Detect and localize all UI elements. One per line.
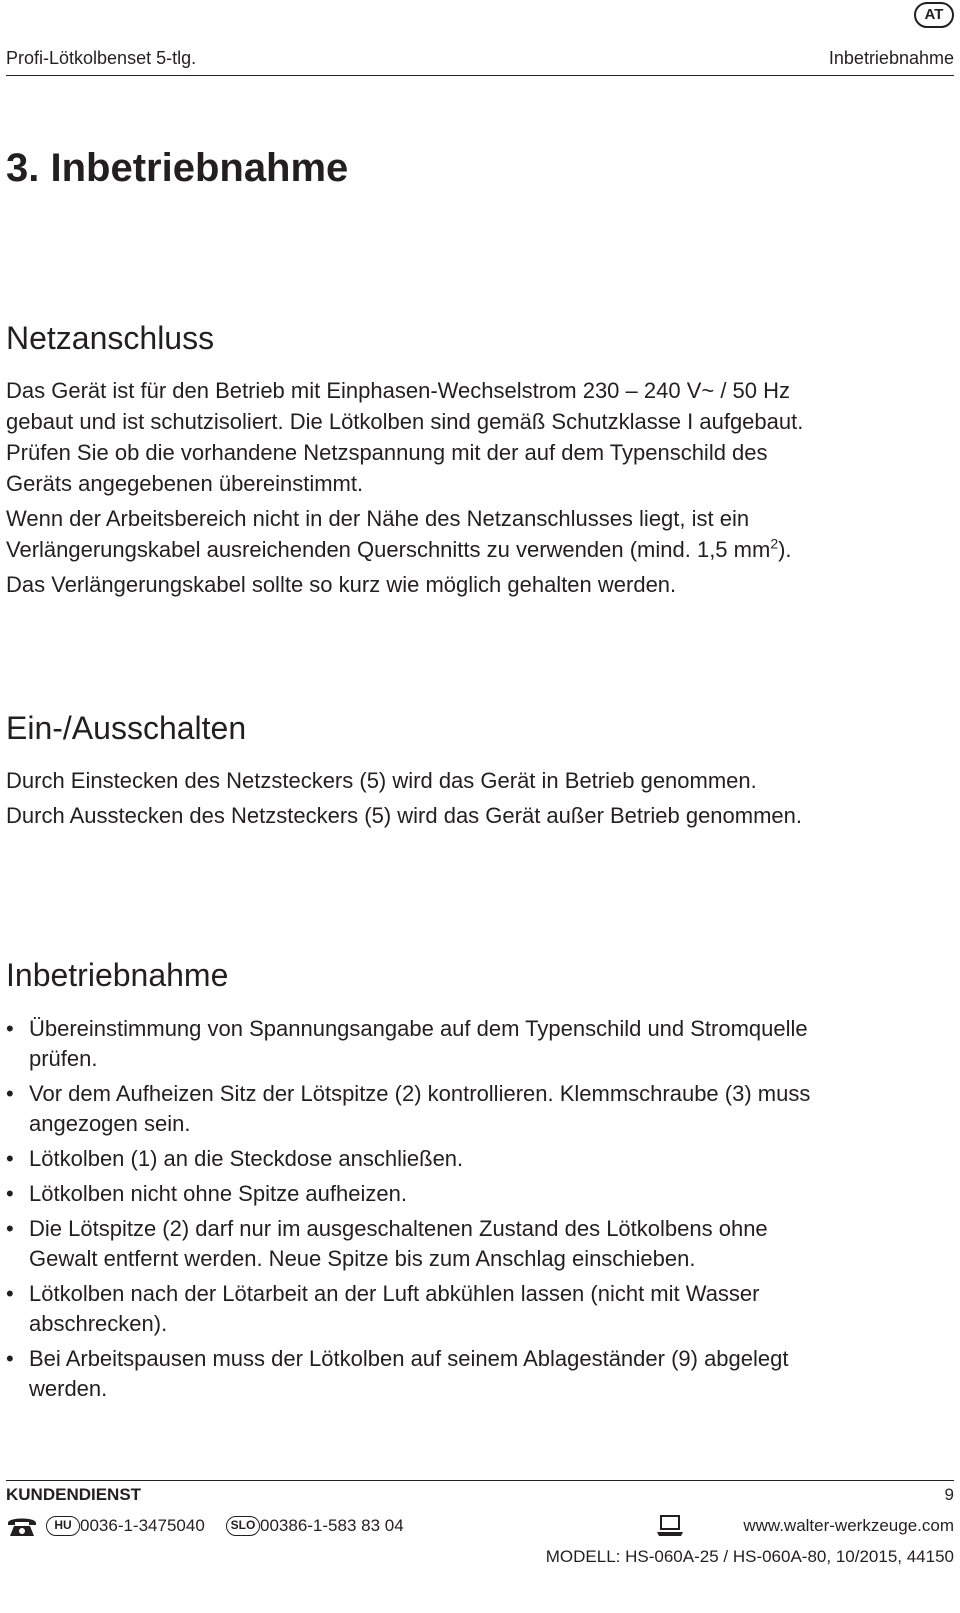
bullet-marker: • [6, 1281, 14, 1306]
section-heading-netzanschluss: Netzanschluss [6, 320, 215, 356]
section-heading-inbetriebnahme: Inbetriebnahme [6, 957, 229, 993]
bullet-marker: • [6, 1081, 14, 1106]
bullet-marker: • [6, 1346, 14, 1371]
bullet-marker: • [6, 1216, 14, 1241]
text-line: Durch Einstecken des Netzsteckers (5) wird das Gerät in Betrieb genommen. [6, 768, 757, 793]
text-line: Wenn der Arbeitsbereich nicht in der Nähe des Netzanschlusses liegt, ist ein [6, 506, 750, 531]
footer-divider [6, 1480, 954, 1481]
slo-badge: SLO [226, 1516, 260, 1536]
bullet-marker: • [6, 1016, 14, 1041]
list-item [6, 1144, 951, 1174]
model-info: MODELL: HS-060A-25 / HS-060A-80, 10/2015, 44150 [545, 1547, 954, 1566]
list-item-text: Übereinstimmung von Spannungsangabe auf dem Typenschild und Stromquelle [29, 1016, 808, 1041]
bullet-list [6, 1014, 951, 1409]
list-item [6, 1344, 951, 1404]
header-product-title: Profi-Lötkolbenset 5-tlg. [6, 48, 197, 68]
text-run: Verlängerungskabel ausreichenden Querschnitts zu verwenden (mind. 1,5 mm [6, 537, 771, 562]
text-line: Durch Ausstecken des Netzsteckers (5) wird das Gerät außer Betrieb genommen. [6, 803, 803, 828]
text-line: Prüfen Sie ob die vorhandene Netzspannung mit der auf dem Typenschild des [6, 440, 768, 465]
superscript: 2 [770, 535, 779, 552]
slo-phone-number: 00386-1-583 83 04 [260, 1516, 404, 1535]
list-item-text: angezogen sein. [29, 1111, 191, 1136]
list-item-text: Gewalt entfernt werden. Neue Spitze bis zum Anschlag einschieben. [29, 1246, 696, 1271]
text-line: Das Gerät ist für den Betrieb mit Einphasen-Wechselstrom 230 – 240 V~ / 50 Hz [6, 378, 791, 403]
paragraph-ein-ausschalten [6, 765, 951, 831]
text-line [6, 534, 951, 565]
footer-contact-row [6, 1514, 954, 1538]
page-title: 3. Inbetriebnahme [6, 146, 349, 190]
list-item-text: Vor dem Aufheizen Sitz der Lötspitze (2) kontrollieren. Klemmschraube (3) muss [29, 1081, 811, 1106]
list-item [6, 1079, 951, 1139]
text-line: gebaut und ist schutzisoliert. Die Lötkolben sind gemäß Schutzklasse I aufgebaut. [6, 409, 804, 434]
country-badge: AT [914, 2, 954, 28]
header-chapter-title: Inbetriebnahme [828, 48, 954, 68]
list-item [6, 1179, 951, 1209]
phone-icon [6, 1514, 38, 1543]
page-number: 9 [944, 1485, 954, 1504]
text-line: Geräts angegebenen übereinstimmt. [6, 471, 364, 496]
list-item [6, 1014, 951, 1074]
bullet-marker: • [6, 1181, 14, 1206]
website-link[interactable]: www.walter-werkzeuge.com [743, 1516, 954, 1535]
list-item-text: Die Lötspitze (2) darf nur im ausgeschaltenen Zustand des Lötkolbens ohne [29, 1216, 768, 1241]
text-run: ). [778, 537, 792, 562]
section-heading-ein-ausschalten: Ein-/Ausschalten [6, 710, 247, 746]
list-item-text: Lötkolben nach der Lötarbeit an der Luft abkühlen lassen (nicht mit Wasser [29, 1281, 760, 1306]
list-item-text: werden. [29, 1376, 108, 1401]
list-item [6, 1279, 951, 1339]
list-item [6, 1214, 951, 1274]
list-item-text: prüfen. [29, 1046, 98, 1071]
list-item-text: Lötkolben nicht ohne Spitze aufheizen. [29, 1181, 407, 1206]
hu-badge: HU [46, 1516, 80, 1536]
list-item-text: abschrecken). [29, 1311, 168, 1336]
bullet-marker: • [6, 1146, 14, 1171]
laptop-icon [656, 1514, 684, 1543]
list-item-text: Lötkolben (1) an die Steckdose anschließen. [29, 1146, 464, 1171]
hu-phone-number: 0036-1-3475040 [80, 1516, 205, 1535]
header-divider [6, 75, 954, 76]
paragraph-netzanschluss [6, 375, 951, 600]
text-line: Das Verlängerungskabel sollte so kurz wie möglich gehalten werden. [6, 572, 677, 597]
list-item-text: Bei Arbeitspausen muss der Lötkolben auf seinem Ablageständer (9) abgelegt [29, 1346, 789, 1371]
footer-service-label: KUNDENDIENST [6, 1485, 142, 1504]
